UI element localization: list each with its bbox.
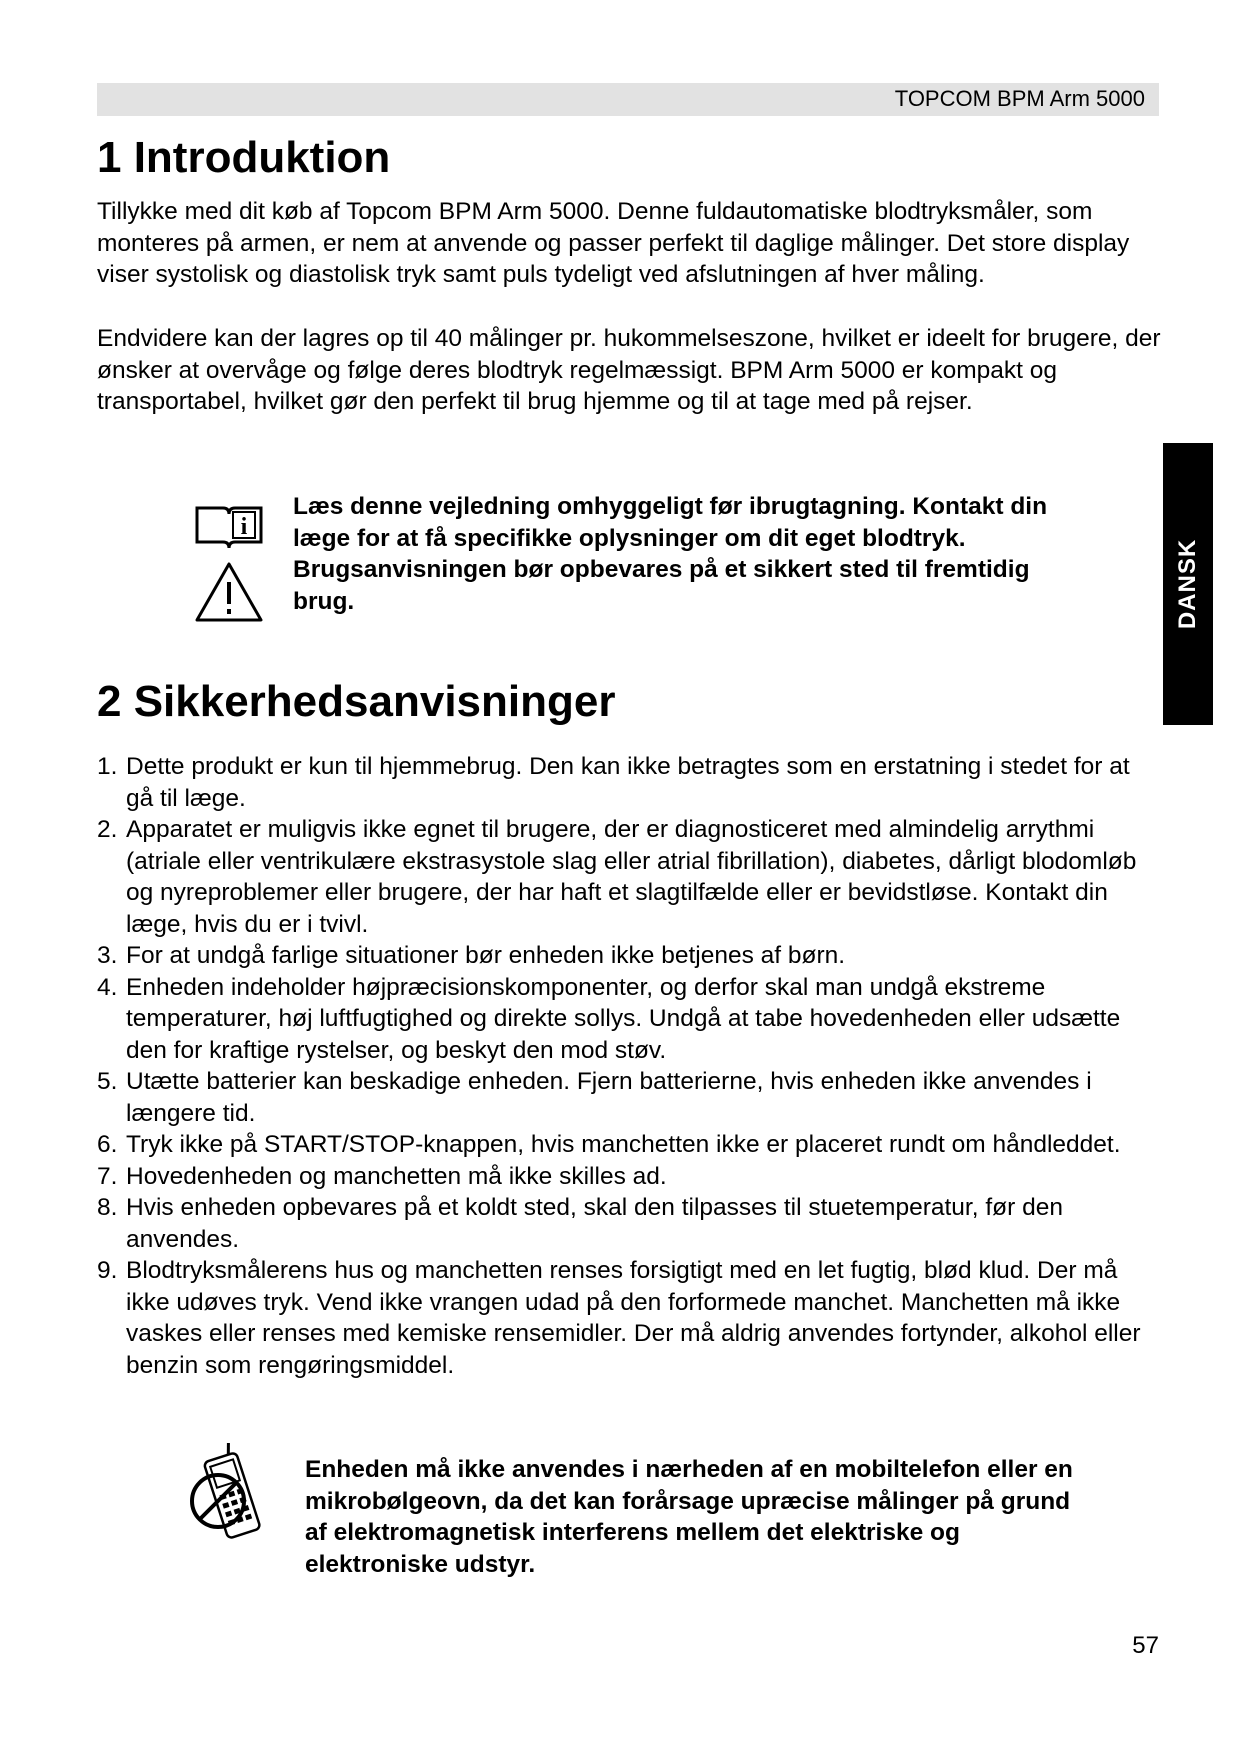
- header-title: TOPCOM BPM Arm 5000: [894, 86, 1145, 111]
- list-item-number: 3.: [97, 942, 118, 969]
- list-item-number: 9.: [97, 1257, 118, 1284]
- list-item-text: Blodtryksmålerens hus og manchetten renses forsigtigt med en let fugtig, blød klud. Der må ikke udøves tryk. Vend ikke vrangen udad på den forformede manchet. Manchetten må ikke vaskes eller renses med kemiske rensemidler. Der må aldrig anvendes fortynder, alkohol eller benzin som rengøringsmiddel.: [126, 1257, 1141, 1379]
- list-item-text: Hovedenheden og manchetten må ikke skilles ad.: [126, 1162, 667, 1190]
- list-item-number: 4.: [97, 973, 118, 1001]
- section2-heading: 2 Sikkerhedsanvisninger: [97, 677, 616, 726]
- list-item: [97, 1255, 1157, 1381]
- list-item-number: 7.: [97, 1162, 118, 1190]
- svg-text:i: i: [240, 514, 248, 540]
- language-tab: [1163, 443, 1213, 725]
- warning-icon: [193, 560, 265, 624]
- list-item-text: For at undgå farlige situationer bør enheden ikke betjenes af børn.: [126, 942, 846, 969]
- list-item-number: 1.: [97, 753, 118, 780]
- list-item-number: 5.: [97, 1068, 118, 1095]
- list-item: [97, 1129, 1157, 1161]
- header-bar: [97, 83, 1159, 116]
- list-item: [97, 814, 1157, 940]
- list-item: [97, 1161, 1157, 1193]
- list-item: [97, 1192, 1157, 1255]
- language-tab-label: DANSK: [1174, 538, 1201, 630]
- list-item-text: Utætte batterier kan beskadige enheden. Fjern batterierne, hvis enheden ikke anvendes i længere tid.: [126, 1068, 1092, 1127]
- list-item-text: Enheden indeholder højpræcisionskomponenter, og derfor skal man undgå ekstreme temperaturer, høj luftfugtighed og direkte sollys. Undgå at tabe hovedenheden eller udsætte den for kraftige rystelser, og beskyt den mod støv.: [126, 973, 1121, 1064]
- intro-paragraph-1: Tillykke med dit køb af Topcom BPM Arm 5000. Denne fuldautomatiske blodtryksmåler, som monteres på armen, er nem at anvende og passer perfekt til daglige målinger. Det store display viser systolisk og diastolisk tryk samt puls tydeligt ved afslutningen af hver måling.: [97, 198, 1130, 288]
- list-item-number: 8.: [97, 1194, 118, 1221]
- no-mobile-phone-icon: [184, 1443, 280, 1547]
- list-item-text: Apparatet er muligvis ikke egnet til brugere, der er diagnosticeret med almindelig arrythmi (atriale eller ventrikulære ekstrasystole slag eller atrial fibrillation), diabetes, dårligt blodomløb og nyreproblemer eller brugere, der har haft et slagtilfælde eller er bevidstløse. Kontakt din læge, hvis du er i tvivl.: [126, 816, 1137, 938]
- page-number: 57: [1132, 1632, 1159, 1659]
- list-item-number: 6.: [97, 1131, 118, 1158]
- list-item-number: 2.: [97, 816, 118, 843]
- safety-list: [97, 751, 1157, 1381]
- list-item-text: Dette produkt er kun til hjemmebrug. Den kan ikke betragtes som en erstatning i stedet for at gå til læge.: [126, 753, 1130, 812]
- notice-read-manual: Læs denne vejledning omhyggeligt før ibrugtagning. Kontakt din læge for at få specifikke oplysninger om dit eget blodtryk. Brugsanvisningen bør opbevares på et sikkert sted til fremtidig brug.: [293, 493, 1048, 615]
- list-item: [97, 972, 1157, 1067]
- list-item: [97, 940, 1157, 972]
- notice-mobile-interference: Enheden må ikke anvendes i nærheden af en mobiltelefon eller en mikrobølgeovn, da det kan forårsage upræcise målinger på grund af elektromagnetisk interferens mellem det elektriske og elektroniske udstyr.: [305, 1456, 1073, 1578]
- section1-heading: 1 Introduktion: [97, 133, 391, 182]
- intro-paragraph-2: Endvidere kan der lagres op til 40 målinger pr. hukommelseszone, hvilket er ideelt for brugere, der ønsker at overvåge og følge deres blodtryk regelmæssigt. BPM Arm 5000 er kompakt og transportabel, hvilket gør den perfekt til brug hjemme og til at tage med på rejser.: [97, 325, 1161, 415]
- list-item-text: Hvis enheden opbevares på et koldt sted, skal den tilpasses til stuetemperatur, før den anvendes.: [126, 1194, 1063, 1253]
- list-item: [97, 751, 1157, 814]
- list-item-text: Tryk ikke på START/STOP-knappen, hvis manchetten ikke er placeret rundt om håndleddet.: [126, 1131, 1121, 1158]
- list-item: [97, 1066, 1157, 1129]
